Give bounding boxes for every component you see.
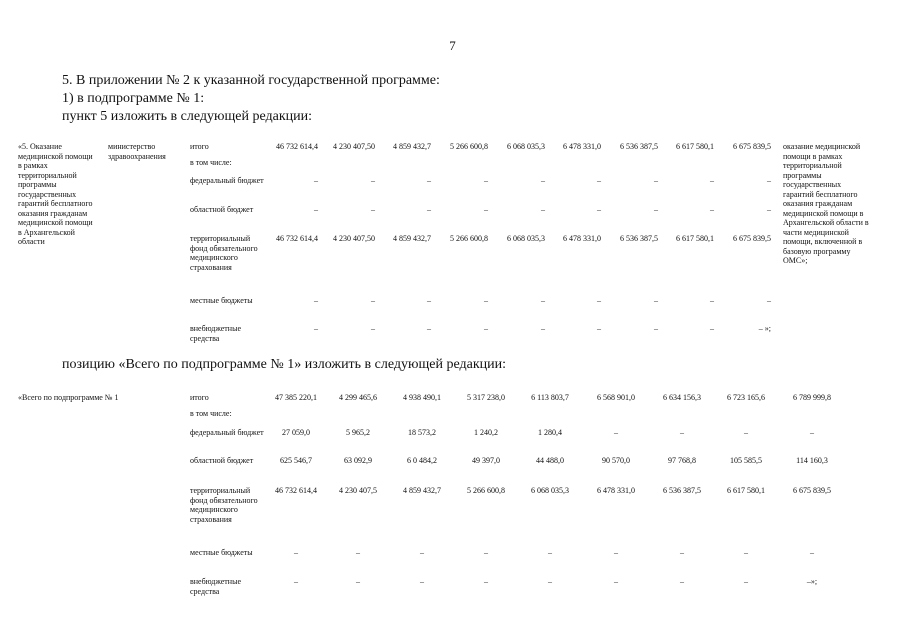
value-cell: – — [314, 205, 318, 214]
value-cell: 63 092,9 — [344, 456, 372, 465]
value-cell: 625 546,7 — [280, 456, 312, 465]
value-cell: – — [356, 577, 360, 586]
value-cell: 4 938 490,1 — [403, 393, 441, 402]
value-cell: – — [710, 324, 714, 333]
value-cell: 6 617 580,1 — [676, 142, 714, 151]
value-cell: – — [541, 205, 545, 214]
value-cell: – — [654, 176, 658, 185]
value-cell: – — [484, 548, 488, 557]
value-cell: – — [810, 428, 814, 437]
value-cell: 97 768,8 — [668, 456, 696, 465]
value-cell: 114 160,3 — [796, 456, 828, 465]
value-cell: – — [420, 548, 424, 557]
value-cell: 6 068 035,3 — [507, 234, 545, 243]
value-cell: – — [548, 577, 552, 586]
value-cell: – — [314, 324, 318, 333]
value-cell: – — [548, 548, 552, 557]
value-cell: 4 859 432,7 — [403, 486, 441, 495]
value-cell: – — [420, 577, 424, 586]
source-label: территориальный фонд обязательного медицинского страхования — [190, 486, 258, 524]
value-cell: – — [427, 205, 431, 214]
value-cell: 6 536 387,5 — [620, 142, 658, 151]
value-cell: – — [654, 296, 658, 305]
value-cell: 6 568 901,0 — [597, 393, 635, 402]
value-cell: 6 675 839,5 — [733, 234, 771, 243]
value-cell: 5 266 600,8 — [467, 486, 505, 495]
value-cell: – — [654, 324, 658, 333]
value-cell: 27 059,0 — [282, 428, 310, 437]
value-cell: – »; — [758, 324, 771, 333]
value-cell: – — [541, 176, 545, 185]
value-cell: –»; — [806, 577, 818, 586]
value-cell: – — [427, 176, 431, 185]
value-cell: – — [484, 176, 488, 185]
value-cell: 4 859 432,7 — [393, 234, 431, 243]
source-label: федеральный бюджет — [190, 176, 264, 185]
value-cell: 46 732 614,4 — [275, 486, 317, 495]
value-cell: 46 732 614,4 — [276, 142, 318, 151]
value-cell: 47 385 220,1 — [275, 393, 317, 402]
value-cell: 4 299 465,6 — [339, 393, 377, 402]
value-cell: – — [614, 577, 618, 586]
source-label: федеральный бюджет — [190, 428, 264, 437]
value-cell: – — [767, 205, 771, 214]
value-cell: 6 0 484,2 — [407, 456, 437, 465]
value-cell: – — [744, 548, 748, 557]
value-cell: 46 732 614,4 — [276, 234, 318, 243]
value-cell: – — [654, 205, 658, 214]
value-cell: – — [744, 577, 748, 586]
value-cell: – — [314, 176, 318, 185]
source-label: в том числе: — [190, 158, 232, 167]
value-cell: – — [314, 296, 318, 305]
value-cell: 6 068 035,3 — [507, 142, 545, 151]
value-cell: 4 859 432,7 — [393, 142, 431, 151]
value-cell: 90 570,0 — [602, 456, 630, 465]
source-label: областной бюджет — [190, 456, 254, 465]
value-cell: – — [371, 296, 375, 305]
value-cell: – — [614, 548, 618, 557]
intro-line-2: 1) в подпрограмме № 1: — [62, 91, 205, 106]
value-cell: 1 280,4 — [538, 428, 562, 437]
middle-text: позицию «Всего по подпрограмме № 1» изложить в следующей редакции: — [62, 357, 507, 372]
value-cell: 6 478 331,0 — [563, 234, 601, 243]
value-cell: 5 266 600,8 — [450, 142, 488, 151]
value-cell: 6 536 387,5 — [620, 234, 658, 243]
value-cell: – — [680, 548, 684, 557]
source-label: итого — [190, 142, 209, 151]
value-cell: – — [427, 324, 431, 333]
value-cell: – — [484, 205, 488, 214]
value-cell: – — [294, 577, 298, 586]
value-cell: 44 488,0 — [536, 456, 564, 465]
value-cell: – — [484, 324, 488, 333]
value-cell: 6 789 999,8 — [793, 393, 831, 402]
value-cell: – — [810, 548, 814, 557]
value-cell: – — [294, 548, 298, 557]
value-cell: 4 230 407,5 — [339, 486, 377, 495]
value-cell: 6 617 580,1 — [676, 234, 714, 243]
value-cell: 5 266 600,8 — [450, 234, 488, 243]
value-cell: 6 675 839,5 — [733, 142, 771, 151]
value-cell: 105 585,5 — [730, 456, 762, 465]
value-cell: – — [744, 428, 748, 437]
page-number: 7 — [449, 38, 456, 53]
value-cell: – — [541, 296, 545, 305]
table2-name: «Всего по подпрограмме № 1 — [18, 393, 119, 402]
value-cell: – — [484, 296, 488, 305]
source-label: в том числе: — [190, 409, 232, 418]
value-cell: 4 230 407,50 — [333, 234, 375, 243]
value-cell: 4 230 407,50 — [333, 142, 375, 151]
source-label: местные бюджеты — [190, 548, 253, 557]
value-cell: – — [371, 176, 375, 185]
value-cell: 6 675 839,5 — [793, 486, 831, 495]
source-label: областной бюджет — [190, 205, 254, 214]
value-cell: – — [767, 176, 771, 185]
source-label: внебюджетные средства — [190, 324, 241, 343]
value-cell: – — [614, 428, 618, 437]
value-cell: – — [710, 205, 714, 214]
value-cell: – — [484, 577, 488, 586]
value-cell: – — [680, 428, 684, 437]
value-cell: – — [597, 205, 601, 214]
source-label: итого — [190, 393, 209, 402]
value-cell: 6 723 165,6 — [727, 393, 765, 402]
value-cell: 5 965,2 — [346, 428, 370, 437]
value-cell: 6 634 156,3 — [663, 393, 701, 402]
value-cell: 6 478 331,0 — [563, 142, 601, 151]
value-cell: – — [710, 296, 714, 305]
value-cell: 6 478 331,0 — [597, 486, 635, 495]
value-cell: 18 573,2 — [408, 428, 436, 437]
source-label: внебюджетные средства — [190, 577, 241, 596]
value-cell: – — [541, 324, 545, 333]
value-cell: – — [371, 205, 375, 214]
table1-result: оказание медицинской помощи в рамках территориальной программы государственных гарантий бесплатного оказания гражданам медицинской помощи в Архангельской области в части медицинской помощи, включенной в базовую программу ОМС»; — [783, 142, 869, 265]
table1-name: «5. Оказание медицинской помощи в рамках территориальной программы государственных гарантий бесплатного оказания гражданам медицинской помощи в Архангельской области — [18, 142, 93, 246]
table1-executor: министерство здравоохранения — [108, 142, 166, 161]
value-cell: – — [427, 296, 431, 305]
value-cell: – — [767, 296, 771, 305]
value-cell: 5 317 238,0 — [467, 393, 505, 402]
value-cell: – — [356, 548, 360, 557]
value-cell: 1 240,2 — [474, 428, 498, 437]
intro-line-1: 5. В приложении № 2 к указанной государственной программе: — [62, 73, 440, 88]
value-cell: – — [680, 577, 684, 586]
source-label: территориальный фонд обязательного медицинского страхования — [190, 234, 258, 272]
value-cell: 49 397,0 — [472, 456, 500, 465]
value-cell: – — [371, 324, 375, 333]
source-label: местные бюджеты — [190, 296, 253, 305]
value-cell: – — [597, 324, 601, 333]
value-cell: – — [710, 176, 714, 185]
value-cell: – — [597, 176, 601, 185]
value-cell: 6 617 580,1 — [727, 486, 765, 495]
value-cell: 6 536 387,5 — [663, 486, 701, 495]
value-cell: 6 068 035,3 — [531, 486, 569, 495]
value-cell: 6 113 803,7 — [531, 393, 569, 402]
intro-line-3: пункт 5 изложить в следующей редакции: — [62, 109, 312, 124]
value-cell: – — [597, 296, 601, 305]
